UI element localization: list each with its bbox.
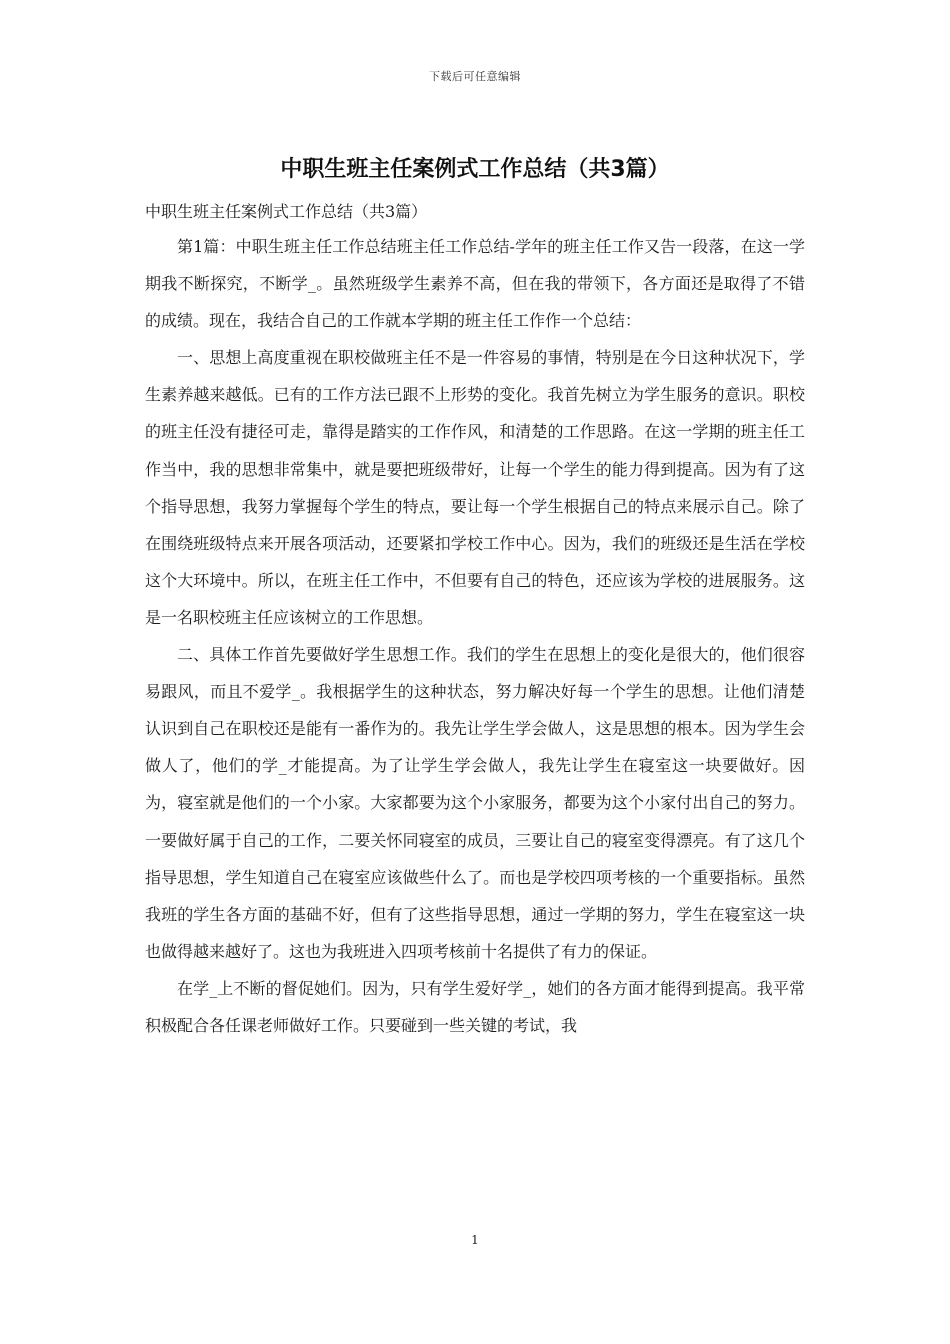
- document-body: [145, 228, 805, 1044]
- document-title: 中职生班主任案例式工作总结（共3篇）: [280, 157, 670, 182]
- paragraph-2: 一、思想上高度重视在职校做班主任不是一件容易的事情，特别是在今日这种状况下，学生素养越来越低。已有的工作方法已跟不上形势的变化。我首先树立为学生服务的意识。职校的班主任没有捷径可走，靠得是踏实的工作作风，和清楚的工作思路。在这一学期的班主任工作当中，我的思想非常集中，就是要把班级带好，让每一个学生的能力得到提高。因为有了这个指导思想，我努力掌握每个学生的特点，要让每一个学生根据自己的特点来展示自己。除了在围绕班级特点来开展各项活动，还要紧扣学校工作中心。因为，我们的班级还是生活在学校这个大环境中。所以，在班主任工作中，不但要有自己的特色，还应该为学校的进展服务。这是一名职校班主任应该树立的工作思想。: [145, 348, 805, 627]
- header-note: 下载后可任意编辑: [429, 70, 521, 83]
- paragraph-4: 在学_上不断的督促她们。因为，只有学生爱好学_，她们的各方面才能得到提高。我平常积极配合各任课老师做好工作。只要碰到一些关键的考试，我: [145, 978, 805, 1035]
- document-subtitle: 中职生班主任案例式工作总结（共3篇）: [145, 202, 428, 221]
- page-number: 1: [471, 1233, 479, 1247]
- paragraph-3: 二、具体工作首先要做好学生思想工作。我们的学生在思想上的变化是很大的，他们很容易跟风，而且不爱学_。我根据学生的这种状态，努力解决好每一个学生的思想。让他们清楚认识到自己在职校还是能有一番作为的。我先让学生学会做人，这是思想的根本。因为学生会做人了，他们的学_才能提高。为了让学生学会做人，我先让学生在寝室这一块要做好。因为，寝室就是他们的一个小家。大家都要为这个小家服务，都要为这个小家付出自己的努力。一要做好属于自己的工作，二要关怀同寝室的成员，三要让自己的寝室变得漂亮。有了这几个指导思想，学生知道自己在寝室应该做些什么了。而也是学校四项考核的一个重要指标。虽然我班的学生各方面的基础不好，但有了这些指导思想，通过一学期的努力，学生在寝室这一块也做得越来越好了。这也为我班进入四项考核前十名提供了有力的保证。: [145, 645, 805, 961]
- paragraph-1: 第1篇：中职生班主任工作总结班主任工作总结-学年的班主任工作又告一段落，在这一学期我不断探究，不断学_。虽然班级学生素养不高，但在我的带领下，各方面还是取得了不错的成绩。现在，我结合自己的工作就本学期的班主任工作作一个总结：: [145, 237, 805, 331]
